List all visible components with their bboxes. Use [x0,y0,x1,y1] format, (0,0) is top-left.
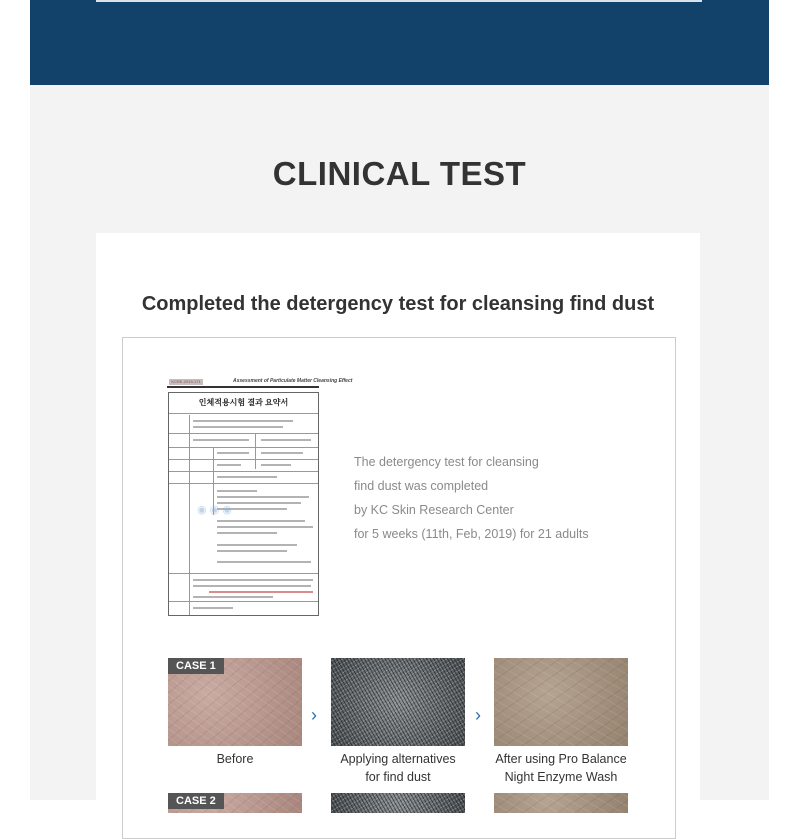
after-cleansing-skin-photo [494,658,628,746]
case-caption-before [168,750,302,768]
table-line [169,471,318,472]
caption-text: Before [216,752,254,766]
text-line [261,439,311,441]
case-2-dust-photo [331,793,465,813]
description-line: by KC Skin Research Center [354,503,514,517]
document-subtitle: Assessment of Particulate Matter Cleansing Effect [233,378,353,384]
table-line [189,415,190,615]
text-line [217,464,241,466]
document-code: KCRE-2019-171 [169,379,203,385]
document-rule [167,386,319,388]
caption-line: Night Enzyme Wash [504,770,618,784]
case-2-after-photo [494,793,628,813]
text-line [193,596,273,598]
text-line [193,420,293,422]
test-result-panel [122,337,676,839]
case-2-before-photo [168,793,302,813]
test-description [354,450,654,546]
case-2-row [168,793,633,813]
description-line: The detergency test for cleansing [354,455,539,469]
table-line [169,433,318,434]
text-line [193,426,283,428]
table-line [169,413,318,414]
text-line [217,476,277,478]
text-line [217,526,313,528]
test-report-document-image [167,378,353,616]
text-line [193,585,311,587]
text-line [261,464,291,466]
watermark-logo: ◉ ◉ ◉ [197,504,232,516]
caption-line: After using Pro Balance [495,752,627,766]
highlighted-text-line [209,591,313,593]
text-line [217,544,297,546]
section-title: CLINICAL TEST [272,155,527,192]
before-skin-photo [168,658,302,746]
case-badge: CASE 2 [168,793,224,809]
description-line: find dust was completed [354,479,489,493]
top-banner [30,0,769,85]
document-table [168,392,319,616]
case-badge: CASE 1 [168,658,224,674]
text-line [261,452,303,454]
case-1-row [168,658,633,798]
caption-line: for find dust [365,770,431,784]
chevron-right-icon: › [475,705,481,725]
text-line [217,452,249,454]
text-line [217,561,311,563]
text-line [193,607,233,609]
text-line [217,496,309,498]
text-line [193,439,249,441]
text-line [217,532,277,534]
clinical-test-card [96,233,700,813]
caption-line: Applying alternatives [340,752,456,766]
table-line [169,601,318,602]
card-title: Completed the detergency test for cleansing find dust [141,293,655,315]
document-heading: 인체적용시험 결과 요약서 [198,398,289,407]
dust-applied-skin-photo [331,658,465,746]
text-line [217,550,287,552]
case-caption-after [494,750,628,786]
text-line [217,490,257,492]
case-caption-applying [331,750,465,786]
text-line [217,520,305,522]
banner-divider [96,0,702,2]
clinical-test-section [30,85,769,807]
chevron-right-icon: › [311,705,317,725]
text-line [193,579,313,581]
table-line [169,447,318,448]
table-line [255,433,256,469]
table-line [169,459,318,460]
description-line: for 5 weeks (11th, Feb, 2019) for 21 adults [354,527,589,541]
table-line [169,573,318,574]
table-line [169,483,318,484]
